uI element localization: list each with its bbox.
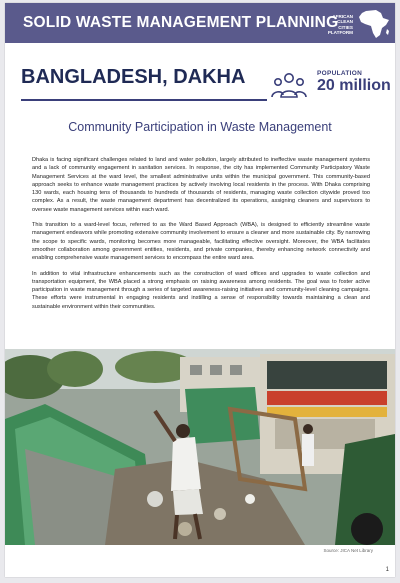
header-banner [5,3,395,43]
population-label: POPULATION [317,70,363,77]
paragraph: This transition to a ward-level focus, referred to as the Ward Based Approach (WBA), is designed to efficiently streamline waste management endeavors while promoting extensive community involvement to ensure a cleaner and more sustainable city. By narrowing the scope to specific wards, monitoring becomes more manageable, facilitating effective oversight. Moreover, the WBA facilitates smoother collaboration among government entities, residents, and private companies, thereby enhancing network connectivity and enabling comprehensive waste management services to encompass the entire ward area. [32,222,370,262]
section-subtitle: Community Participation in Waste Management [68,120,332,134]
africa-map-icon [356,9,390,39]
waste-collection-photo [5,349,395,545]
page-number: 1 [385,567,389,573]
banner-title: SOLID WASTE MANAGEMENT PLANNING [23,14,339,31]
population-value: 20 million [317,77,391,94]
body-text [32,156,370,318]
photo-credit: Source: JICA Net Library [323,548,373,553]
paragraph: In addition to vital infrastructure enhancements such as the construction of ward offices and upgrades to waste collection and transportation equipment, the WBA placed a strong emphasis on raising awareness among residents. The goal was to foster active participation in waste management through a series of targeted awareness-raising initiatives and community-level cleaning campaigns. These efforts were instrumental in engaging residents and instilling a sense of responsibility towards maintaining a clean and sustainable environment within their communities. [32,270,370,310]
people-icon [271,69,307,101]
city-heading: BANGLADESH, DAKHA [21,66,246,88]
heading-underline [21,99,267,101]
logo-text: AFRICAN CLEAN CITIES PLATFORM [327,14,353,36]
document-page [5,3,395,577]
paragraph: Dhaka is facing significant challenges related to land and water pollution, largely attributed to ineffective waste management systems and a lack of community engagement in sanitation services. In response, the city has implemented Community Participatory Waste Management Services at the ward level, the smallest administrative units within the municipal government. This community-based approach seeks to enhance waste management practices by actively involving local residents in the process. With Dhaka comprising 130 wards, each housing tens of thousands to hundreds of thousands of residents, managing waste collection citywide proved too complex. As a result, the waste management department has decentralized its operations, assigning cleaners and supervisors to oversee waste management services within each ward. [32,157,370,213]
acc-platform-logo [323,8,393,40]
